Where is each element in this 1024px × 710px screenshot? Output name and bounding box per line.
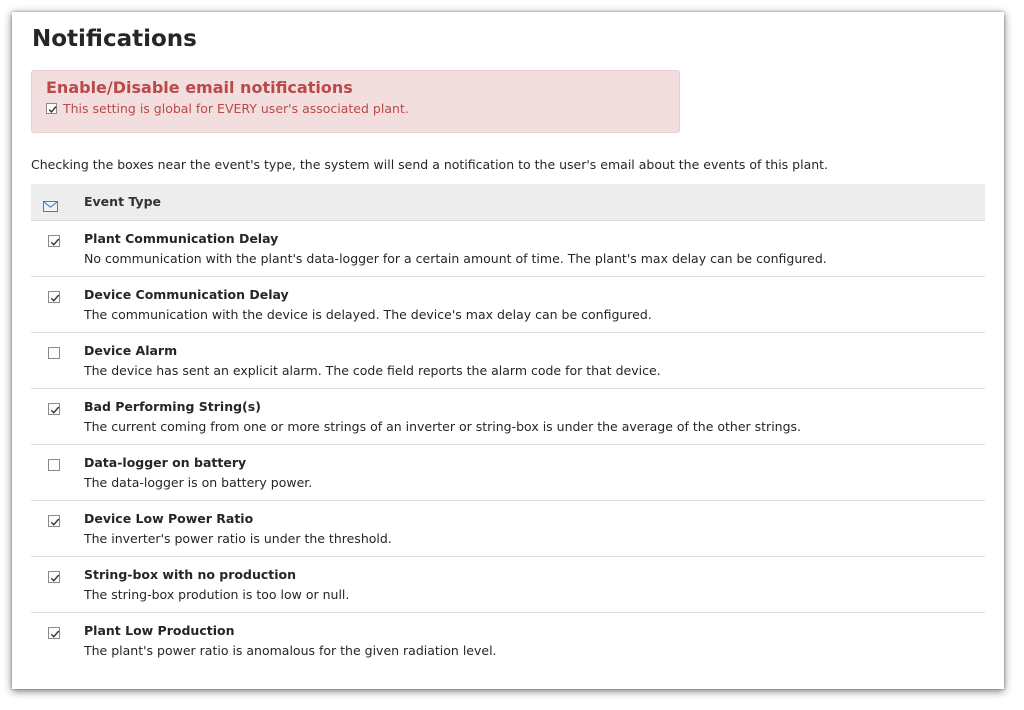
event-type-table: [31, 184, 985, 668]
table-row: [31, 389, 985, 445]
event-checkbox[interactable]: [48, 571, 60, 583]
event-checkbox[interactable]: [48, 459, 60, 471]
table-row: [31, 445, 985, 501]
event-title: Plant Low Production: [84, 623, 235, 638]
event-description: The inverter's power ratio is under the threshold.: [84, 531, 392, 546]
check-icon: [47, 104, 58, 115]
event-title: String-box with no production: [84, 567, 297, 582]
alert-title: Enable/Disable email notifications: [46, 78, 353, 97]
table-body: [31, 221, 985, 668]
table-row: [31, 501, 985, 557]
check-icon: [49, 516, 61, 528]
event-title: Device Communication Delay: [84, 287, 289, 302]
event-title: Plant Communication Delay: [84, 231, 279, 246]
global-email-alert: [31, 70, 680, 133]
global-email-checkbox[interactable]: [46, 103, 57, 114]
check-icon: [49, 292, 61, 304]
event-title: Bad Performing String(s): [84, 399, 261, 414]
event-title: Device Alarm: [84, 343, 178, 358]
event-checkbox[interactable]: [48, 347, 60, 359]
page-title: Notifications: [32, 26, 197, 52]
table-header: [31, 184, 985, 221]
event-description: The data-logger is on battery power.: [84, 475, 313, 490]
event-description: The current coming from one or more strings of an inverter or string-box is under the average of the other strings.: [84, 419, 802, 434]
table-row: [31, 221, 985, 277]
check-icon: [49, 572, 61, 584]
event-checkbox[interactable]: [48, 235, 60, 247]
table-row: [31, 277, 985, 333]
event-checkbox[interactable]: [48, 291, 60, 303]
event-description: The communication with the device is delayed. The device's max delay can be configured.: [84, 307, 652, 322]
event-type-header: Event Type: [84, 194, 162, 209]
alert-text: This setting is global for EVERY user's associated plant.: [63, 101, 409, 116]
event-description: The string-box prodution is too low or null.: [84, 587, 350, 602]
table-row: [31, 557, 985, 613]
event-title: Device Low Power Ratio: [84, 511, 254, 526]
check-icon: [49, 628, 61, 640]
envelope-icon: [43, 197, 58, 216]
event-description: No communication with the plant's data-logger for a certain amount of time. The plant's max delay can be configured.: [84, 251, 827, 266]
event-description: The plant's power ratio is anomalous for the given radiation level.: [84, 643, 497, 658]
check-icon: [49, 236, 61, 248]
table-row: [31, 613, 985, 668]
event-description: The device has sent an explicit alarm. The code field reports the alarm code for that device.: [84, 363, 661, 378]
event-checkbox[interactable]: [48, 627, 60, 639]
intro-text: Checking the boxes near the event's type, the system will send a notification to the user's email about the events of this plant.: [31, 157, 829, 172]
event-checkbox[interactable]: [48, 403, 60, 415]
check-icon: [49, 404, 61, 416]
table-row: [31, 333, 985, 389]
notifications-window: [12, 12, 1004, 689]
alert-row: [46, 101, 409, 116]
event-title: Data-logger on battery: [84, 455, 247, 470]
event-checkbox[interactable]: [48, 515, 60, 527]
